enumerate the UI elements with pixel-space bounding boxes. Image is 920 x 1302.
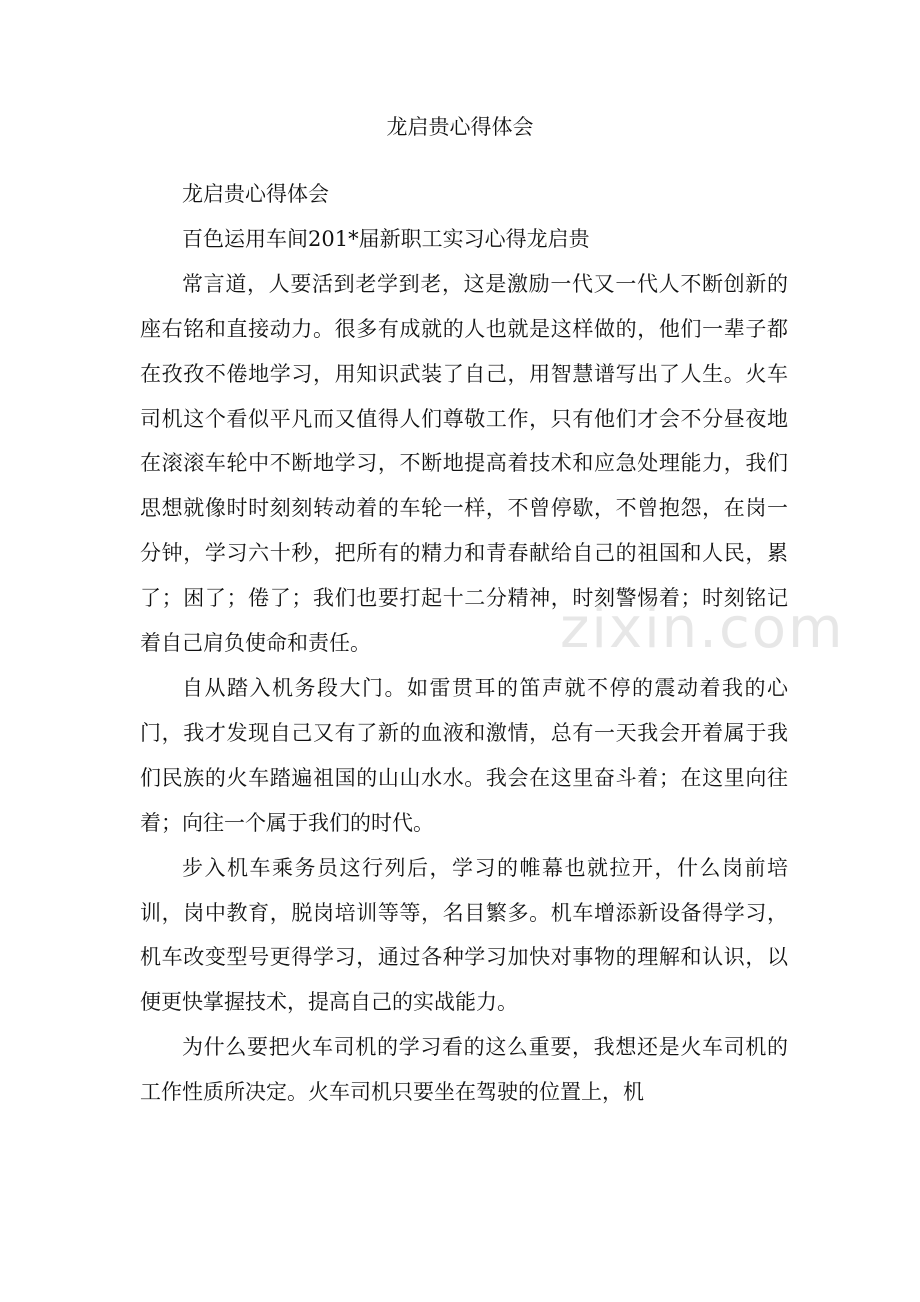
paragraph: 常言道，人要活到老学到老，这是激励一代又一代人不断创新的座右铭和直接动力。很多有成就的人也就是这样做的，他们一辈子都在孜孜不倦地学习，用知识武装了自己，用智慧谱写出了人生。火车司机这个看似平凡而又值得人们尊敬工作，只有他们才会不分昼夜地在滚滚车轮中不断地学习，不断地提高着技术和应急处理能力，我们思想就像时时刻刻转动着的车轮一样，不曾停歇，不曾抱怨，在岗一分钟，学习六十秒，把所有的精力和青春献给自己的祖国和人民，累了；困了；倦了；我们也要打起十二分精神，时刻警惕着；时刻铭记着自己肩负使命和责任。 [140, 271, 788, 656]
paragraph-subtitle: 龙启贵心得体会 [182, 182, 329, 206]
document-body [140, 172, 788, 1115]
paragraph-author-line: 百色运用车间201*届新职工实习心得龙启贵 [182, 226, 590, 251]
paragraph: 为什么要把火车司机的学习看的这么重要，我想还是火车司机的工作性质所决定。火车司机只要坐在驾驶的位置上，机 [140, 1035, 788, 1105]
paragraph: 自从踏入机务段大门。如雷贯耳的笛声就不停的震动着我的心门，我才发现自己又有了新的血液和激情，总有一天我会开着属于我们民族的火车踏遍祖国的山山水水。我会在这里奋斗着；在这里向往着；向往一个属于我们的时代。 [140, 675, 788, 835]
paragraph: 步入机车乘务员这行列后，学习的帷幕也就拉开，什么岗前培训，岗中教育，脱岗培训等等，名目繁多。机车增添新设备得学习，机车改变型号更得学习，通过各种学习加快对事物的理解和认识，以便更快掌握技术，提高自己的实战能力。 [140, 855, 788, 1015]
watermark: zixin.com [560, 596, 845, 661]
document-title: 龙启贵心得体会 [386, 115, 534, 139]
